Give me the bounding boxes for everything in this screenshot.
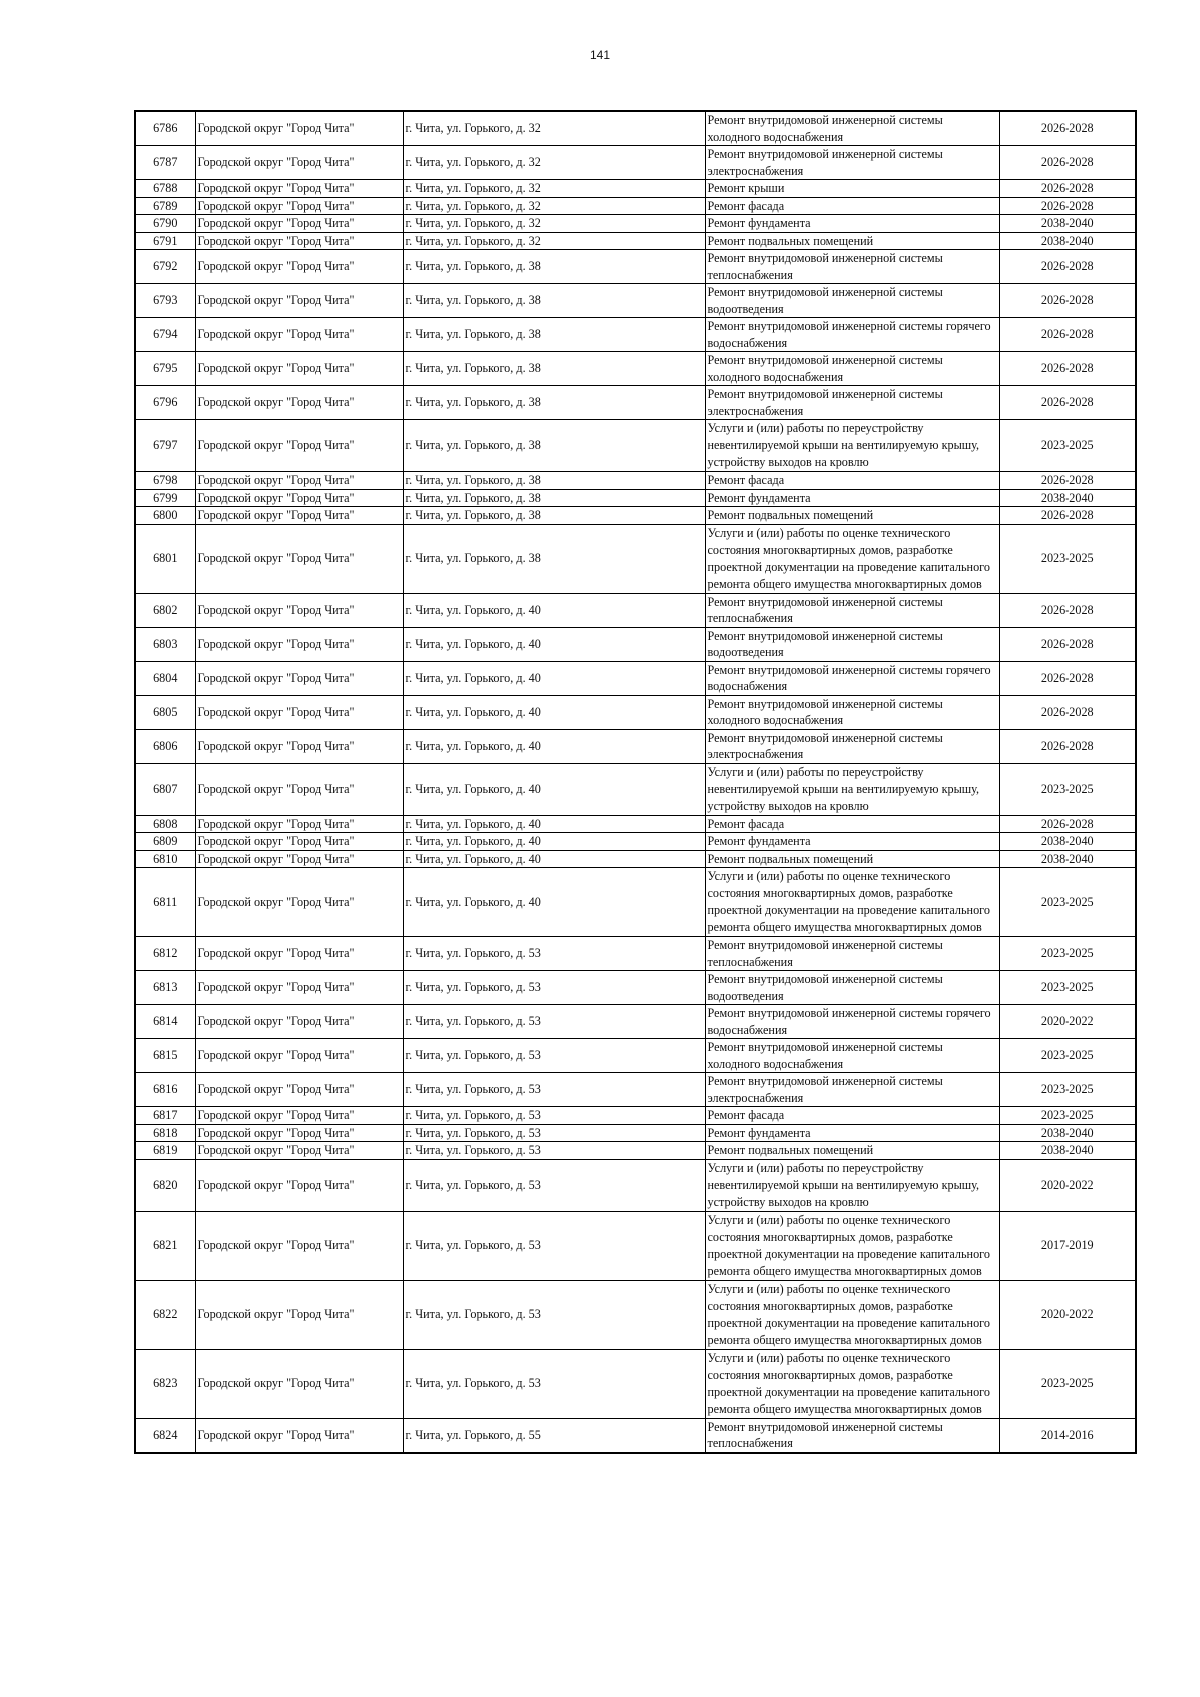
municipality-cell: Городской округ "Город Чита" <box>195 729 403 763</box>
period-cell: 2026-2028 <box>999 593 1136 627</box>
table-row <box>135 420 1136 472</box>
address-cell: г. Чита, ул. Горького, д. 53 <box>403 1142 705 1160</box>
row-number-cell: 6817 <box>135 1107 195 1125</box>
municipality-cell: Городской округ "Город Чита" <box>195 937 403 971</box>
municipality-cell: Городской округ "Город Чита" <box>195 284 403 318</box>
period-cell: 2023-2025 <box>999 1039 1136 1073</box>
work-type-cell: Ремонт внутридомовой инженерной системы холодного водоснабжения <box>705 695 999 729</box>
period-cell: 2023-2025 <box>999 1073 1136 1107</box>
municipality-cell: Городской округ "Город Чита" <box>195 197 403 215</box>
table-row <box>135 815 1136 833</box>
period-cell: 2026-2028 <box>999 627 1136 661</box>
row-number-cell: 6823 <box>135 1349 195 1418</box>
table-row <box>135 729 1136 763</box>
municipality-cell: Городской округ "Город Чита" <box>195 971 403 1005</box>
period-cell: 2038-2040 <box>999 833 1136 851</box>
municipality-cell: Городской округ "Город Чита" <box>195 146 403 180</box>
table-row <box>135 250 1136 284</box>
address-cell: г. Чита, ул. Горького, д. 38 <box>403 250 705 284</box>
work-type-cell: Ремонт подвальных помещений <box>705 507 999 525</box>
row-number-cell: 6822 <box>135 1280 195 1349</box>
table-row <box>135 695 1136 729</box>
row-number-cell: 6824 <box>135 1418 195 1453</box>
row-number-cell: 6810 <box>135 850 195 868</box>
work-type-cell: Ремонт внутридомовой инженерной системы теплоснабжения <box>705 1418 999 1453</box>
work-type-cell: Ремонт внутридомовой инженерной системы электроснабжения <box>705 386 999 420</box>
address-cell: г. Чита, ул. Горького, д. 53 <box>403 971 705 1005</box>
municipality-cell: Городской округ "Город Чита" <box>195 180 403 198</box>
address-cell: г. Чита, ул. Горького, д. 38 <box>403 352 705 386</box>
row-number-cell: 6791 <box>135 232 195 250</box>
table-row <box>135 971 1136 1005</box>
table-row <box>135 472 1136 490</box>
address-cell: г. Чита, ул. Горького, д. 38 <box>403 524 705 593</box>
address-cell: г. Чита, ул. Горького, д. 53 <box>403 1124 705 1142</box>
period-cell: 2026-2028 <box>999 661 1136 695</box>
row-number-cell: 6802 <box>135 593 195 627</box>
table-row <box>135 232 1136 250</box>
row-number-cell: 6819 <box>135 1142 195 1160</box>
address-cell: г. Чита, ул. Горького, д. 40 <box>403 661 705 695</box>
row-number-cell: 6821 <box>135 1211 195 1280</box>
table-row <box>135 215 1136 233</box>
period-cell: 2023-2025 <box>999 971 1136 1005</box>
period-cell: 2023-2025 <box>999 868 1136 937</box>
table-row <box>135 524 1136 593</box>
table-row <box>135 833 1136 851</box>
address-cell: г. Чита, ул. Горького, д. 40 <box>403 833 705 851</box>
row-number-cell: 6797 <box>135 420 195 472</box>
row-number-cell: 6803 <box>135 627 195 661</box>
table-row <box>135 111 1136 146</box>
work-type-cell: Ремонт фундамента <box>705 215 999 233</box>
period-cell: 2020-2022 <box>999 1159 1136 1211</box>
row-number-cell: 6808 <box>135 815 195 833</box>
row-number-cell: 6789 <box>135 197 195 215</box>
work-type-cell: Ремонт внутридомовой инженерной системы электроснабжения <box>705 146 999 180</box>
table-row <box>135 507 1136 525</box>
table-row <box>135 1142 1136 1160</box>
row-number-cell: 6813 <box>135 971 195 1005</box>
work-type-cell: Ремонт фасада <box>705 472 999 490</box>
period-cell: 2026-2028 <box>999 180 1136 198</box>
municipality-cell: Городской округ "Город Чита" <box>195 868 403 937</box>
municipality-cell: Городской округ "Город Чита" <box>195 1142 403 1160</box>
work-type-cell: Услуги и (или) работы по переустройству невентилируемой крыши на вентилируемую крышу, устройству выходов на кровлю <box>705 763 999 815</box>
row-number-cell: 6799 <box>135 489 195 507</box>
row-number-cell: 6786 <box>135 111 195 146</box>
table-row <box>135 1005 1136 1039</box>
period-cell: 2020-2022 <box>999 1280 1136 1349</box>
address-cell: г. Чита, ул. Горького, д. 40 <box>403 627 705 661</box>
work-type-cell: Ремонт подвальных помещений <box>705 1142 999 1160</box>
works-table-body <box>135 111 1136 1453</box>
address-cell: г. Чита, ул. Горького, д. 53 <box>403 1107 705 1125</box>
address-cell: г. Чита, ул. Горького, д. 32 <box>403 146 705 180</box>
row-number-cell: 6787 <box>135 146 195 180</box>
row-number-cell: 6815 <box>135 1039 195 1073</box>
row-number-cell: 6793 <box>135 284 195 318</box>
work-type-cell: Ремонт крыши <box>705 180 999 198</box>
period-cell: 2038-2040 <box>999 232 1136 250</box>
work-type-cell: Услуги и (или) работы по оценке технического состояния многоквартирных домов, разработке проектной документации на проведение капитального ремонта общего имущества многоквартирных домов <box>705 868 999 937</box>
period-cell: 2020-2022 <box>999 1005 1136 1039</box>
municipality-cell: Городской округ "Город Чита" <box>195 1039 403 1073</box>
municipality-cell: Городской округ "Город Чита" <box>195 472 403 490</box>
table-row <box>135 661 1136 695</box>
table-row <box>135 318 1136 352</box>
municipality-cell: Городской округ "Город Чита" <box>195 815 403 833</box>
row-number-cell: 6794 <box>135 318 195 352</box>
work-type-cell: Ремонт фундамента <box>705 1124 999 1142</box>
period-cell: 2038-2040 <box>999 1142 1136 1160</box>
row-number-cell: 6800 <box>135 507 195 525</box>
period-cell: 2026-2028 <box>999 507 1136 525</box>
municipality-cell: Городской округ "Город Чита" <box>195 661 403 695</box>
row-number-cell: 6795 <box>135 352 195 386</box>
municipality-cell: Городской округ "Город Чита" <box>195 250 403 284</box>
period-cell: 2026-2028 <box>999 472 1136 490</box>
period-cell: 2023-2025 <box>999 763 1136 815</box>
table-row <box>135 1107 1136 1125</box>
row-number-cell: 6788 <box>135 180 195 198</box>
work-type-cell: Ремонт фасада <box>705 815 999 833</box>
table-row <box>135 763 1136 815</box>
municipality-cell: Городской округ "Город Чита" <box>195 1280 403 1349</box>
table-row <box>135 593 1136 627</box>
work-type-cell: Услуги и (или) работы по оценке технического состояния многоквартирных домов, разработке проектной документации на проведение капитального ремонта общего имущества многоквартирных домов <box>705 524 999 593</box>
address-cell: г. Чита, ул. Горького, д. 32 <box>403 111 705 146</box>
row-number-cell: 6798 <box>135 472 195 490</box>
municipality-cell: Городской округ "Город Чита" <box>195 386 403 420</box>
municipality-cell: Городской округ "Город Чита" <box>195 111 403 146</box>
table-row <box>135 489 1136 507</box>
address-cell: г. Чита, ул. Горького, д. 53 <box>403 1280 705 1349</box>
address-cell: г. Чита, ул. Горького, д. 53 <box>403 1039 705 1073</box>
table-row <box>135 1039 1136 1073</box>
row-number-cell: 6806 <box>135 729 195 763</box>
row-number-cell: 6790 <box>135 215 195 233</box>
municipality-cell: Городской округ "Город Чита" <box>195 833 403 851</box>
municipality-cell: Городской округ "Город Чита" <box>195 420 403 472</box>
address-cell: г. Чита, ул. Горького, д. 32 <box>403 215 705 233</box>
table-row <box>135 197 1136 215</box>
row-number-cell: 6820 <box>135 1159 195 1211</box>
period-cell: 2026-2028 <box>999 197 1136 215</box>
period-cell: 2023-2025 <box>999 420 1136 472</box>
municipality-cell: Городской округ "Город Чита" <box>195 627 403 661</box>
address-cell: г. Чита, ул. Горького, д. 40 <box>403 593 705 627</box>
page-number: 141 <box>589 48 611 62</box>
period-cell: 2038-2040 <box>999 215 1136 233</box>
table-row <box>135 1211 1136 1280</box>
address-cell: г. Чита, ул. Горького, д. 38 <box>403 489 705 507</box>
municipality-cell: Городской округ "Город Чита" <box>195 1073 403 1107</box>
address-cell: г. Чита, ул. Горького, д. 40 <box>403 850 705 868</box>
row-number-cell: 6811 <box>135 868 195 937</box>
address-cell: г. Чита, ул. Горького, д. 32 <box>403 197 705 215</box>
period-cell: 2026-2028 <box>999 146 1136 180</box>
period-cell: 2014-2016 <box>999 1418 1136 1453</box>
address-cell: г. Чита, ул. Горького, д. 53 <box>403 1211 705 1280</box>
municipality-cell: Городской округ "Город Чита" <box>195 1349 403 1418</box>
row-number-cell: 6807 <box>135 763 195 815</box>
work-type-cell: Ремонт внутридомовой инженерной системы холодного водоснабжения <box>705 1039 999 1073</box>
address-cell: г. Чита, ул. Горького, д. 32 <box>403 180 705 198</box>
work-type-cell: Ремонт внутридомовой инженерной системы теплоснабжения <box>705 250 999 284</box>
work-type-cell: Ремонт фасада <box>705 1107 999 1125</box>
municipality-cell: Городской округ "Город Чита" <box>195 1159 403 1211</box>
address-cell: г. Чита, ул. Горького, д. 38 <box>403 386 705 420</box>
row-number-cell: 6801 <box>135 524 195 593</box>
table-row <box>135 1280 1136 1349</box>
table-row <box>135 868 1136 937</box>
work-type-cell: Ремонт внутридомовой инженерной системы теплоснабжения <box>705 937 999 971</box>
period-cell: 2026-2028 <box>999 111 1136 146</box>
municipality-cell: Городской округ "Город Чита" <box>195 695 403 729</box>
work-type-cell: Услуги и (или) работы по оценке технического состояния многоквартирных домов, разработке проектной документации на проведение капитального ремонта общего имущества многоквартирных домов <box>705 1349 999 1418</box>
row-number-cell: 6816 <box>135 1073 195 1107</box>
table-row <box>135 352 1136 386</box>
address-cell: г. Чита, ул. Горького, д. 53 <box>403 1349 705 1418</box>
work-type-cell: Ремонт внутридомовой инженерной системы холодного водоснабжения <box>705 111 999 146</box>
municipality-cell: Городской округ "Город Чита" <box>195 1418 403 1453</box>
table-row <box>135 1073 1136 1107</box>
municipality-cell: Городской округ "Город Чита" <box>195 489 403 507</box>
work-type-cell: Ремонт внутридомовой инженерной системы холодного водоснабжения <box>705 352 999 386</box>
period-cell: 2023-2025 <box>999 1349 1136 1418</box>
period-cell: 2017-2019 <box>999 1211 1136 1280</box>
address-cell: г. Чита, ул. Горького, д. 38 <box>403 284 705 318</box>
period-cell: 2038-2040 <box>999 1124 1136 1142</box>
municipality-cell: Городской округ "Город Чита" <box>195 232 403 250</box>
period-cell: 2026-2028 <box>999 284 1136 318</box>
municipality-cell: Городской округ "Город Чита" <box>195 524 403 593</box>
municipality-cell: Городской округ "Город Чита" <box>195 593 403 627</box>
municipality-cell: Городской округ "Город Чита" <box>195 1211 403 1280</box>
table-row <box>135 850 1136 868</box>
work-type-cell: Услуги и (или) работы по оценке технического состояния многоквартирных домов, разработке проектной документации на проведение капитального ремонта общего имущества многоквартирных домов <box>705 1211 999 1280</box>
table-row <box>135 937 1136 971</box>
work-type-cell: Ремонт фундамента <box>705 833 999 851</box>
address-cell: г. Чита, ул. Горького, д. 40 <box>403 868 705 937</box>
period-cell: 2026-2028 <box>999 386 1136 420</box>
work-type-cell: Ремонт внутридомовой инженерной системы горячего водоснабжения <box>705 1005 999 1039</box>
period-cell: 2023-2025 <box>999 937 1136 971</box>
table-row <box>135 627 1136 661</box>
table-row <box>135 1349 1136 1418</box>
table-row <box>135 284 1136 318</box>
row-number-cell: 6804 <box>135 661 195 695</box>
work-type-cell: Ремонт фундамента <box>705 489 999 507</box>
municipality-cell: Городской округ "Город Чита" <box>195 507 403 525</box>
address-cell: г. Чита, ул. Горького, д. 53 <box>403 1005 705 1039</box>
row-number-cell: 6796 <box>135 386 195 420</box>
municipality-cell: Городской округ "Город Чита" <box>195 1005 403 1039</box>
row-number-cell: 6818 <box>135 1124 195 1142</box>
row-number-cell: 6812 <box>135 937 195 971</box>
municipality-cell: Городской округ "Город Чита" <box>195 352 403 386</box>
address-cell: г. Чита, ул. Горького, д. 53 <box>403 1159 705 1211</box>
period-cell: 2026-2028 <box>999 352 1136 386</box>
work-type-cell: Ремонт внутридомовой инженерной системы электроснабжения <box>705 1073 999 1107</box>
work-type-cell: Ремонт внутридомовой инженерной системы теплоснабжения <box>705 593 999 627</box>
period-cell: 2026-2028 <box>999 318 1136 352</box>
address-cell: г. Чита, ул. Горького, д. 40 <box>403 695 705 729</box>
period-cell: 2026-2028 <box>999 695 1136 729</box>
table-row <box>135 386 1136 420</box>
address-cell: г. Чита, ул. Горького, д. 40 <box>403 763 705 815</box>
period-cell: 2038-2040 <box>999 850 1136 868</box>
address-cell: г. Чита, ул. Горького, д. 38 <box>403 318 705 352</box>
row-number-cell: 6792 <box>135 250 195 284</box>
address-cell: г. Чита, ул. Горького, д. 40 <box>403 729 705 763</box>
row-number-cell: 6809 <box>135 833 195 851</box>
period-cell: 2023-2025 <box>999 1107 1136 1125</box>
work-type-cell: Ремонт внутридомовой инженерной системы горячего водоснабжения <box>705 318 999 352</box>
work-type-cell: Услуги и (или) работы по переустройству невентилируемой крыши на вентилируемую крышу, устройству выходов на кровлю <box>705 1159 999 1211</box>
address-cell: г. Чита, ул. Горького, д. 32 <box>403 232 705 250</box>
table-row <box>135 1418 1136 1453</box>
municipality-cell: Городской округ "Город Чита" <box>195 318 403 352</box>
work-type-cell: Ремонт подвальных помещений <box>705 850 999 868</box>
work-type-cell: Услуги и (или) работы по оценке технического состояния многоквартирных домов, разработке проектной документации на проведение капитального ремонта общего имущества многоквартирных домов <box>705 1280 999 1349</box>
work-type-cell: Ремонт внутридомовой инженерной системы горячего водоснабжения <box>705 661 999 695</box>
row-number-cell: 6814 <box>135 1005 195 1039</box>
period-cell: 2026-2028 <box>999 729 1136 763</box>
period-cell: 2026-2028 <box>999 250 1136 284</box>
table-row <box>135 1124 1136 1142</box>
municipality-cell: Городской округ "Город Чита" <box>195 850 403 868</box>
address-cell: г. Чита, ул. Горького, д. 38 <box>403 420 705 472</box>
period-cell: 2023-2025 <box>999 524 1136 593</box>
work-type-cell: Ремонт подвальных помещений <box>705 232 999 250</box>
municipality-cell: Городской округ "Город Чита" <box>195 1107 403 1125</box>
work-type-cell: Ремонт фасада <box>705 197 999 215</box>
row-number-cell: 6805 <box>135 695 195 729</box>
address-cell: г. Чита, ул. Горького, д. 53 <box>403 937 705 971</box>
address-cell: г. Чита, ул. Горького, д. 38 <box>403 507 705 525</box>
work-type-cell: Ремонт внутридомовой инженерной системы водоотведения <box>705 971 999 1005</box>
address-cell: г. Чита, ул. Горького, д. 38 <box>403 472 705 490</box>
municipality-cell: Городской округ "Город Чита" <box>195 215 403 233</box>
work-type-cell: Ремонт внутридомовой инженерной системы электроснабжения <box>705 729 999 763</box>
municipality-cell: Городской округ "Город Чита" <box>195 763 403 815</box>
work-type-cell: Ремонт внутридомовой инженерной системы водоотведения <box>705 284 999 318</box>
works-table <box>134 110 1137 1454</box>
table-row <box>135 1159 1136 1211</box>
table-row <box>135 146 1136 180</box>
address-cell: г. Чита, ул. Горького, д. 55 <box>403 1418 705 1453</box>
table-row <box>135 180 1136 198</box>
work-type-cell: Ремонт внутридомовой инженерной системы водоотведения <box>705 627 999 661</box>
address-cell: г. Чита, ул. Горького, д. 40 <box>403 815 705 833</box>
period-cell: 2026-2028 <box>999 815 1136 833</box>
work-type-cell: Услуги и (или) работы по переустройству невентилируемой крыши на вентилируемую крышу, устройству выходов на кровлю <box>705 420 999 472</box>
period-cell: 2038-2040 <box>999 489 1136 507</box>
municipality-cell: Городской округ "Город Чита" <box>195 1124 403 1142</box>
address-cell: г. Чита, ул. Горького, д. 53 <box>403 1073 705 1107</box>
